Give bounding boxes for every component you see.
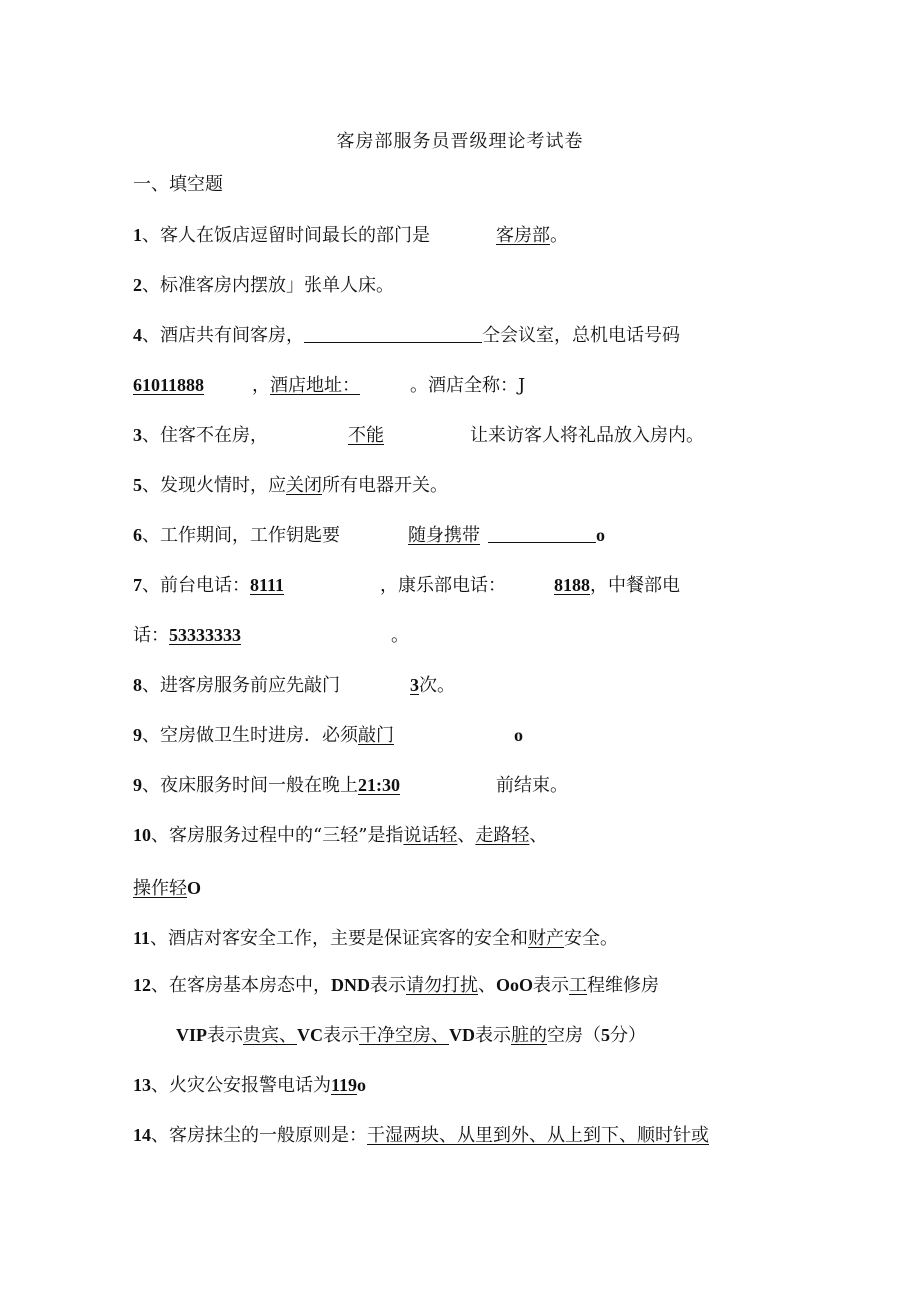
front-desk-number: 8111 — [250, 575, 285, 595]
question-14: 14、客房抹尘的一般原则是：干湿两块、从里到外、从上到下、顺时针或 — [133, 1125, 709, 1146]
question-2: 2、标准客房内摆放」张单人床。 — [133, 275, 394, 296]
answer-9b: 21:30 — [358, 775, 400, 795]
section-heading: 一、填空题 — [133, 174, 223, 195]
question-10-continued: 操作轻O — [133, 878, 202, 899]
question-6: 6、工作期间，工作钥匙要 随身携带 o — [133, 525, 605, 546]
answer-5: 关闭 — [286, 475, 322, 496]
question-3: 3、住客不在房， 不能 让来访客人将礼品放入房内。 — [133, 425, 704, 446]
question-4-continued: 61011888 ，酒店地址： 。酒店全称：J — [133, 375, 526, 396]
question-7-continued: 话：53333333 。 — [133, 625, 409, 646]
switchboard-number: 61011888 — [133, 375, 205, 395]
question-5: 5、发现火情时，应关闭所有电器开关。 — [133, 475, 448, 496]
recreation-number: 8188 — [554, 575, 591, 595]
question-11: 11、酒店对客安全工作，主要是保证宾客的安全和财产安全。 — [133, 928, 619, 949]
answer-8: 3 — [410, 675, 419, 695]
answer-3: 不能 — [348, 425, 384, 446]
restaurant-number: 53333333 — [169, 625, 241, 645]
question-12-continued: VIP表示贵宾、VC表示干净空房、VD表示脏的空房（5分） — [176, 1025, 646, 1046]
answer-9: 敲门 — [358, 725, 394, 746]
question-12: 12、在客房基本房态中，DND表示请勿打扰、OoO表示工程维修房 — [133, 975, 660, 996]
question-4: 4、酒店共有间客房， 仝会议室，总机电话号码 — [133, 325, 680, 346]
question-8: 8、进客房服务前应先敲门 3次。 — [133, 675, 455, 696]
answer-blank — [304, 324, 482, 343]
question-1: 1、客人在饭店逗留时间最长的部门是 客房部。 — [133, 225, 568, 246]
question-10: 10、客房服务过程中的“三轻”是指说话轻、走路轻、 — [133, 825, 548, 846]
question-9b: 9、夜床服务时间一般在晚上21:30 前结束。 — [133, 775, 568, 796]
question-7: 7、前台电话：8111 ，康乐部电话： 8188，中餐部电 — [133, 575, 681, 596]
question-9: 9、空房做卫生时进房．必须敲门 o — [133, 725, 523, 746]
question-13: 13、火灾公安报警电话为119o — [133, 1075, 367, 1096]
page-title: 客房部服务员晋级理论考试卷 — [336, 131, 584, 152]
answer-1: 客房部 — [496, 225, 550, 246]
answer-6: 随身携带 — [408, 525, 480, 546]
